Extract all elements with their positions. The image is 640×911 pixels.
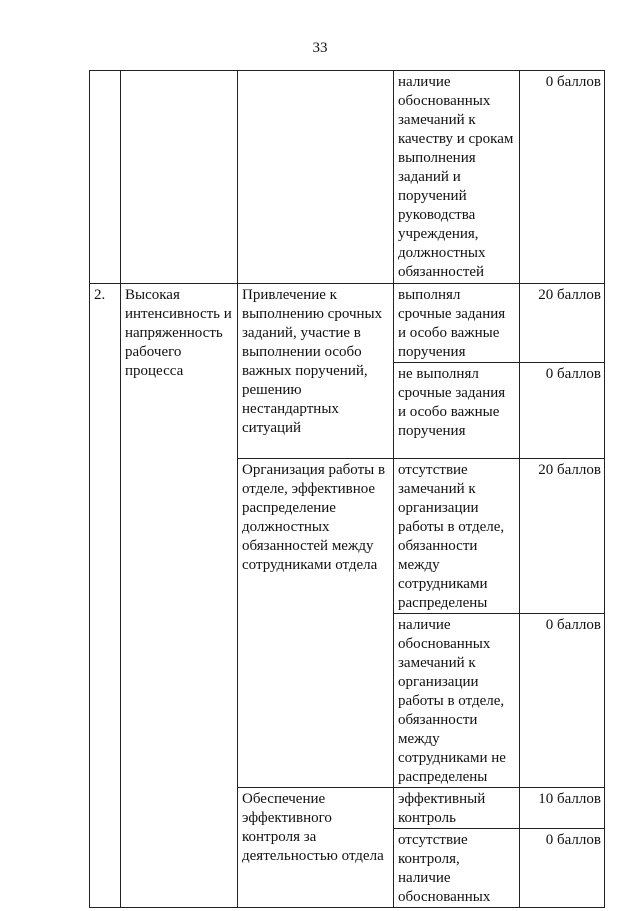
criterion-cell: Привлечение к выполнению срочных заданий, участие в выполнении особо важных поручений, решению нестандартных ситуаций: [238, 284, 394, 459]
criterion-cell: Обеспечение эффективного контроля за деятельностью отдела: [238, 788, 394, 908]
table-row: [90, 284, 605, 363]
points-cell: 0 баллов: [520, 829, 605, 908]
criterion-cell: Организация работы в отделе, эффективное распределение должностных обязанностей между сотрудниками отдела: [238, 459, 394, 788]
points-cell: 20 баллов: [520, 459, 605, 614]
points-cell: 10 баллов: [520, 788, 605, 829]
condition-cell: отсутствие контроля, наличие обоснованных: [394, 829, 520, 908]
condition-cell: выполнял срочные задания и особо важные поручения: [394, 284, 520, 363]
criteria-table: [89, 70, 605, 908]
points-cell: 20 баллов: [520, 284, 605, 363]
condition-cell: эффективный контроль: [394, 788, 520, 829]
points-cell: 0 баллов: [520, 614, 605, 788]
condition-cell: наличие обоснованных замечаний к организации работы в отделе, обязанности между сотрудниками не распределены: [394, 614, 520, 788]
indicator-cell: [121, 71, 238, 284]
points-cell: 0 баллов: [520, 71, 605, 284]
number-cell: [90, 71, 121, 284]
criterion-cell: [238, 71, 394, 284]
condition-cell: отсутствие замечаний к организации работы в отделе, обязанности между сотрудниками распределены: [394, 459, 520, 614]
indicator-name-cell: Высокая интенсивность и напряженность рабочего процесса: [121, 284, 238, 908]
page-number: 33: [312, 40, 328, 56]
table-row: [90, 71, 605, 284]
condition-cell: не выполнял срочные задания и особо важные поручения: [394, 363, 520, 459]
points-cell: 0 баллов: [520, 363, 605, 459]
item-number-cell: 2.: [90, 284, 121, 908]
condition-cell: наличие обоснованных замечаний к качеству и срокам выполнения заданий и поручений руководства учреждения, должностных обязанностей: [394, 71, 520, 284]
